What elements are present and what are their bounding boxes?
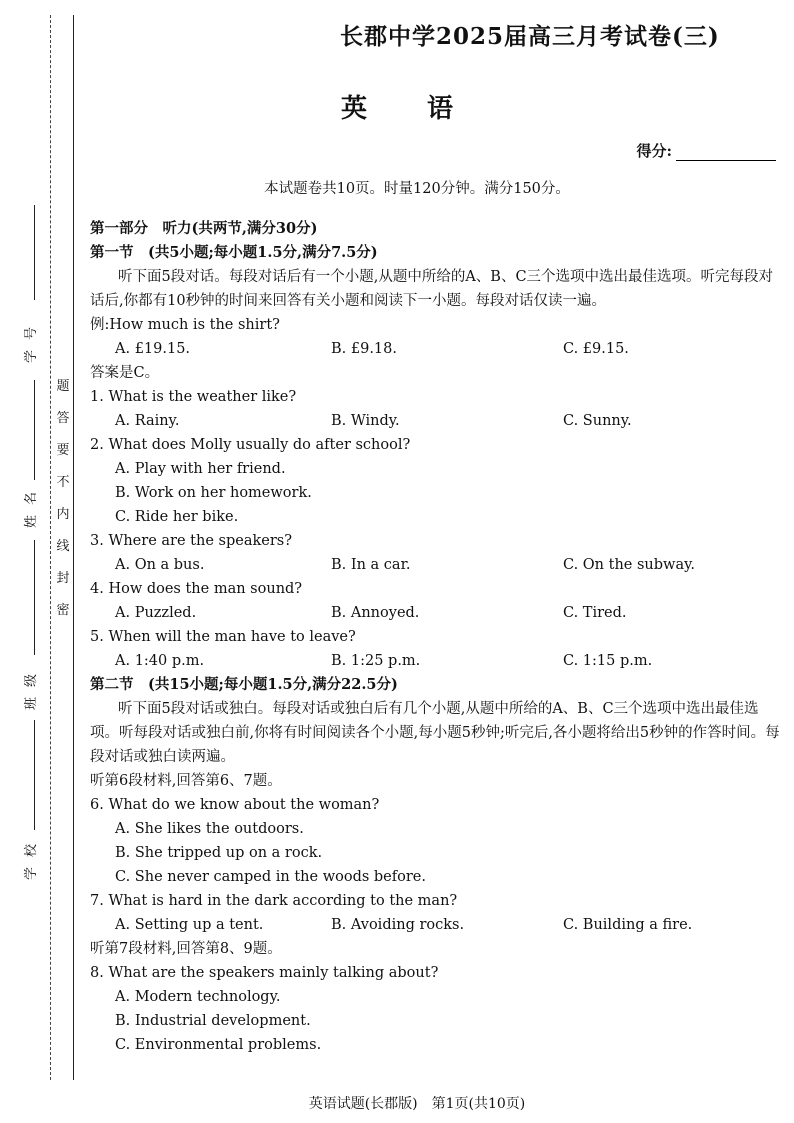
- question-5-options: [90, 649, 780, 673]
- question-2: 2. What does Molly usually do after school?: [90, 437, 411, 453]
- question-3-options: [90, 553, 780, 577]
- option-b: B. £9.18.: [331, 341, 397, 357]
- option-c: C. On the subway.: [563, 557, 695, 573]
- question-5: 5. When will the man have to leave?: [90, 629, 356, 645]
- class-label: 班级: [23, 663, 39, 710]
- section2-instructions: 听下面5段对话或独白。每段对话或独白后有几个小题,从题中所给的A、B、C三个选项中选出最佳选项。听每段对话或独白前,你将有时间阅读各个小题,每小题5秒钟;听完后,各小题将给出5秒钟的作答时间。每段对话或独白读两遍。: [90, 701, 780, 765]
- option-b: B. Windy.: [331, 413, 400, 429]
- student-id-blank[interactable]: [34, 205, 36, 300]
- score-blank[interactable]: [676, 146, 776, 161]
- example-options: [90, 337, 780, 361]
- option-b: B. Industrial development.: [115, 1013, 311, 1029]
- material-6-note: 听第6段材料,回答第6、7题。: [90, 773, 282, 789]
- option-a: A. Setting up a tent.: [115, 917, 264, 933]
- school-blank[interactable]: [34, 720, 36, 830]
- option-b: B. 1:25 p.m.: [331, 653, 421, 669]
- school-label: 学校: [23, 833, 39, 880]
- material-7-note: 听第7段材料,回答第8、9题。: [90, 941, 282, 957]
- option-a: A. She likes the outdoors.: [115, 821, 304, 837]
- question-3: 3. Where are the speakers?: [90, 533, 292, 549]
- exam-content: [90, 217, 780, 1057]
- question-7: 7. What is hard in the dark according to the man?: [90, 893, 458, 909]
- question-8: 8. What are the speakers mainly talking about?: [90, 965, 439, 981]
- score-field: [636, 140, 776, 161]
- option-a: A. On a bus.: [115, 557, 205, 573]
- option-a: A. 1:40 p.m.: [115, 653, 205, 669]
- section1-instructions: 听下面5段对话。每段对话后有一个小题,从题中所给的A、B、C三个选项中选出最佳选项。听完每段对话后,你都有10秒钟的时间来回答有关小题和阅读下一小题。每段对话仅读一遍。: [90, 269, 774, 309]
- section1-heading: 第一节 (共5小题;每小题1.5分,满分7.5分): [90, 244, 378, 261]
- option-b: B. In a car.: [331, 557, 411, 573]
- section2-heading: 第二节 (共15小题;每小题1.5分,满分22.5分): [90, 676, 398, 693]
- question-7-options: [90, 913, 780, 937]
- option-a: A. Modern technology.: [115, 989, 281, 1005]
- option-c: C. £9.15.: [563, 341, 629, 357]
- exam-info: 本试题卷共10页。时量120分钟。满分150分。: [264, 181, 570, 197]
- option-c: C. Building a fire.: [563, 917, 693, 933]
- subject-title: 英语: [340, 94, 513, 124]
- binding-margin: [0, 0, 84, 1090]
- option-c: C. Environmental problems.: [115, 1037, 322, 1053]
- option-c: C. 1:15 p.m.: [563, 653, 653, 669]
- example-question: 例:How much is the shirt?: [90, 317, 280, 333]
- question-4-options: [90, 601, 780, 625]
- option-b: B. Work on her homework.: [115, 485, 312, 501]
- exam-title: 长郡中学2025届高三月考试卷(三): [340, 23, 720, 50]
- example-answer: 答案是C。: [90, 365, 160, 381]
- option-c: C. Ride her bike.: [115, 509, 239, 525]
- question-1: 1. What is the weather like?: [90, 389, 297, 405]
- option-a: A. Rainy.: [115, 413, 180, 429]
- option-b: B. Avoiding rocks.: [331, 917, 465, 933]
- option-c: C. She never camped in the woods before.: [115, 869, 426, 885]
- student-id-label: 学号: [23, 316, 39, 363]
- option-a: A. Play with her friend.: [115, 461, 286, 477]
- option-c: C. Sunny.: [563, 413, 632, 429]
- page-footer: 英语试题(长郡版) 第1页(共10页): [308, 1096, 526, 1112]
- name-blank[interactable]: [34, 380, 36, 480]
- option-c: C. Tired.: [563, 605, 627, 621]
- binding-line: [73, 15, 74, 1080]
- question-1-options: [90, 409, 780, 433]
- option-a: A. £19.15.: [115, 341, 191, 357]
- part1-heading: 第一部分 听力(共两节,满分30分): [90, 220, 318, 237]
- name-label: 姓名: [23, 481, 39, 528]
- option-b: B. She tripped up on a rock.: [115, 845, 323, 861]
- option-b: B. Annoyed.: [331, 605, 420, 621]
- sealing-warning: 题 答 要 不 内 线 封 密: [56, 379, 70, 618]
- question-6: 6. What do we know about the woman?: [90, 797, 380, 813]
- dashed-cut-line: [50, 15, 51, 1080]
- question-4: 4. How does the man sound?: [90, 581, 303, 597]
- score-label: 得分:: [636, 142, 672, 160]
- option-a: A. Puzzled.: [115, 605, 197, 621]
- class-blank[interactable]: [34, 540, 36, 655]
